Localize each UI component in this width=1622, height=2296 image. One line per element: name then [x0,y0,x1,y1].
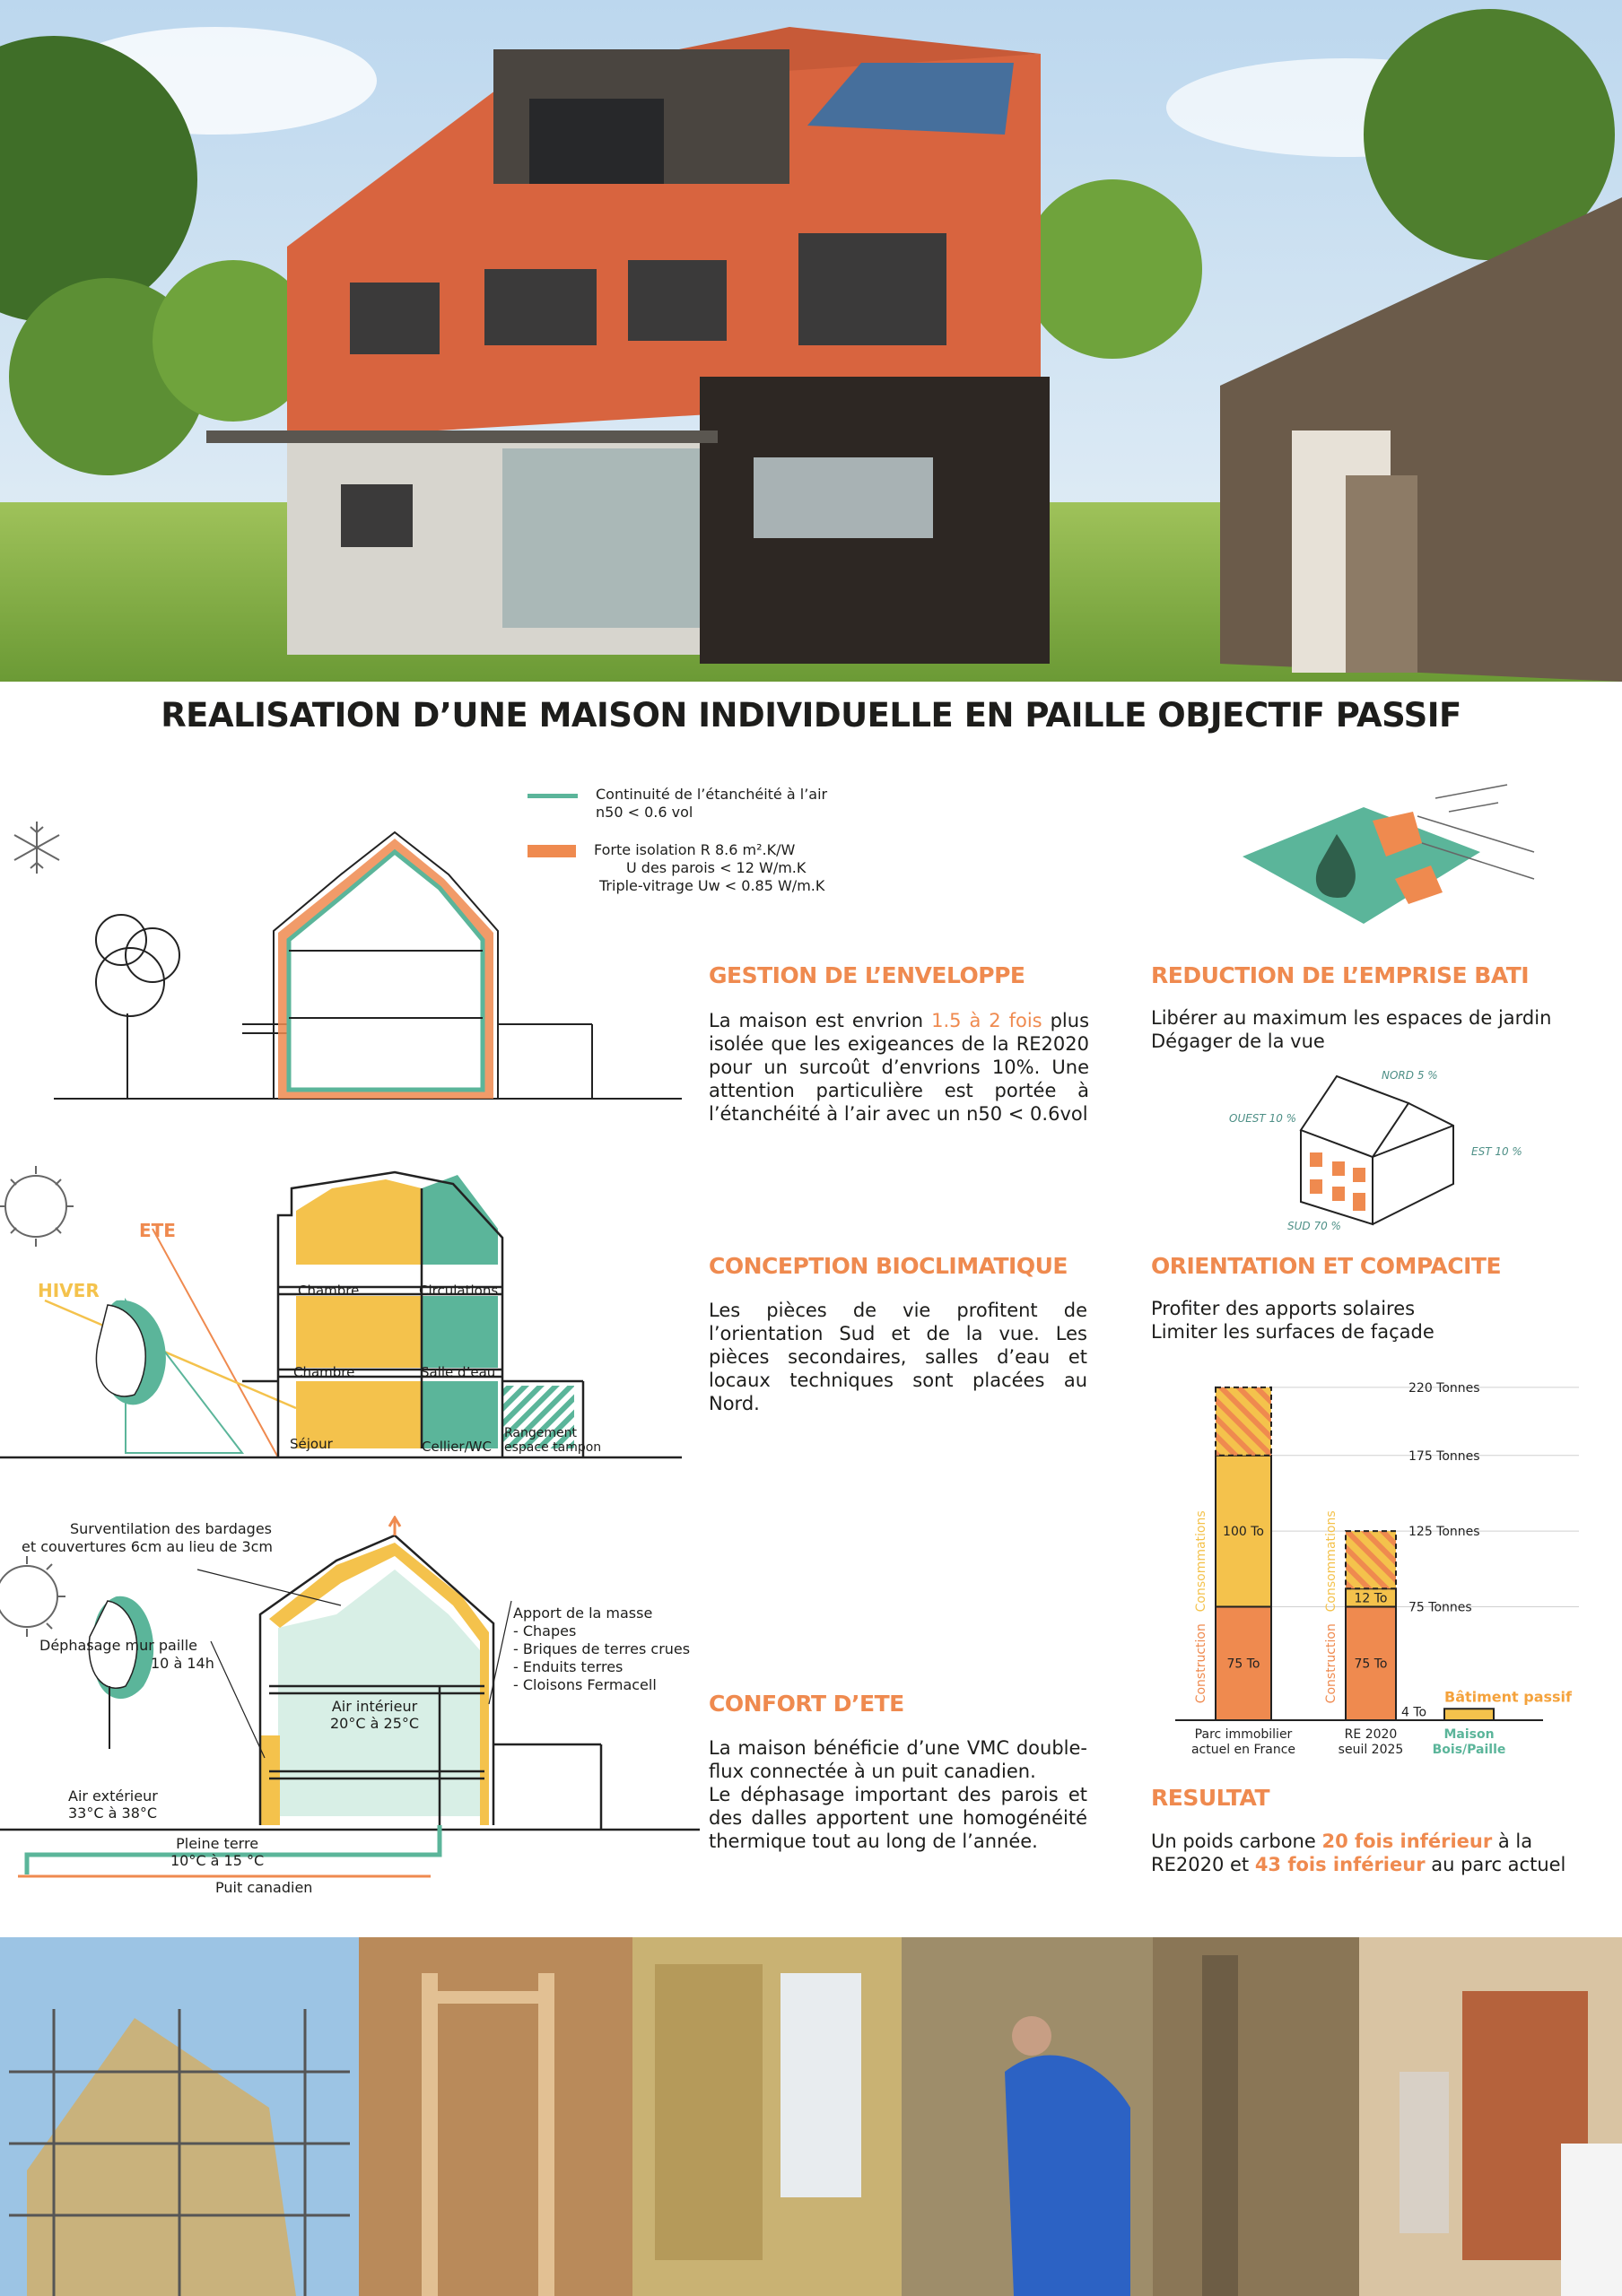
label-pleine-terre-2: 10°C à 15 °C [170,1852,265,1869]
ytick-label: 220 Tonnes [1408,1380,1480,1396]
label-masse-item4: - Cloisons Fermacell [513,1676,657,1693]
label-masse-item2: - Briques de terres crues [513,1640,691,1657]
label-masse [513,1605,690,1694]
bar-maison [1444,1709,1494,1720]
label-rangement: Rangement [504,1426,577,1440]
text-emprise-line1: Libérer au maximum les espaces de jardin [1151,1007,1552,1029]
legend-insulation-line1: Forte isolation R 8.6 m².K/W [594,841,796,858]
heading-confort: CONFORT D’ETE [709,1691,904,1717]
text-resultat-5: au parc actuel [1425,1854,1566,1875]
heading-resultat: RESULTAT [1151,1785,1269,1811]
ytick-label: 175 Tonnes [1408,1448,1480,1464]
label-hiver: HIVER [38,1280,100,1301]
text-resultat-1: Un poids carbone [1151,1831,1322,1852]
bar-hatched [1346,1531,1396,1588]
bar-label-construction: 75 To [1354,1657,1388,1672]
label-sejour: Séjour [290,1436,333,1452]
label-air-exterieur-1: Air extérieur [68,1787,158,1805]
text-resultat-3: à la RE2020 et [1151,1831,1533,1875]
label-masse-item1: - Chapes [513,1622,577,1639]
label-dephasage-2: 10 à 14h [151,1655,214,1672]
orient-ouest: OUEST 10 % [1229,1112,1297,1125]
label-chambre-1: Chambre [298,1283,360,1299]
ytick-label: 125 Tonnes [1408,1525,1480,1540]
text-enveloppe [709,1009,1089,1126]
legend-insulation-line3: Triple-vitrage Uw < 0.85 W/m.K [599,877,825,894]
label-pleine-terre-1: Pleine terre [176,1835,259,1852]
bar-label-consommations: 100 To [1223,1525,1264,1540]
bioclimatic-section-sketch [0,1161,691,1484]
heading-orientation: ORIENTATION ET COMPACITE [1151,1253,1502,1279]
orient-nord: NORD 5 % [1382,1069,1438,1082]
legend-insulation-line2: U des parois < 12 W/m.K [626,859,807,876]
label-puit-canadien: Puit canadien [215,1879,313,1896]
text-enveloppe-highlight: 1.5 à 2 fois [931,1010,1042,1031]
label-masse-item3: - Enduits terres [513,1658,624,1675]
heading-emprise: REDUCTION DE L’EMPRISE BATI [1151,962,1530,988]
label-pleine-terre [170,1835,264,1869]
text-bioclim: Les pièces de vie profitent de l’orientation Sud et de la vue. Les pièces secondaires, salles d’eau et locaux techniques sont placées au Nord. [709,1300,1087,1414]
category-label: Bois/Paille [1432,1743,1506,1757]
annotation-batiment-passif: Bâtiment passif [1444,1688,1572,1706]
text-resultat [1151,1830,1600,1876]
text-emprise [1151,1006,1582,1053]
label-air-exterieur [68,1787,158,1822]
label-ete: ETE [139,1220,176,1241]
carbon-chart [1166,1354,1588,1767]
text-orientation-line1: Profiter des apports solaires [1151,1298,1416,1319]
bar-label-consommations: 12 To [1354,1591,1388,1606]
text-confort [709,1736,1087,1853]
orient-sud: SUD 70 % [1287,1220,1341,1232]
text-resultat-43x: 43 fois inférieur [1254,1854,1426,1875]
series-label-construction: Construction [1324,1623,1339,1704]
category-label: Maison [1443,1727,1495,1742]
series-label-construction: Construction [1194,1623,1208,1704]
orient-est: EST 10 % [1471,1145,1522,1158]
text-enveloppe-part3: plus isolée que les exigeances de la RE2020 pour un surcoût d’envrions 10%. Une attention particulière est portée à l’étanchéité à l’air avec un n50 < 0.6vol [709,1010,1090,1125]
text-enveloppe-part1: La maison est envrion [709,1010,932,1031]
bar-label-construction: 75 To [1226,1657,1260,1672]
label-dephasage-1: Déphasage mur paille [39,1637,198,1654]
category-label: RE 2020 [1344,1727,1398,1742]
label-air-interieur-2: 20°C à 25°C [330,1715,420,1732]
label-air-interieur [330,1698,419,1732]
label-masse-title: Apport de la masse [513,1605,653,1622]
heading-enveloppe: GESTION DE L’ENVELOPPE [709,962,1025,988]
site-plan-sketch [1238,780,1543,933]
bar-hatched [1216,1387,1271,1456]
construction-photo-strip [0,1937,1622,2296]
text-emprise-line2: Dégager de la vue [1151,1031,1325,1052]
label-cellier: Cellier/WC [422,1439,492,1455]
text-orientation [1151,1297,1582,1344]
text-confort-1: La maison bénéficie d’une VMC double-flux connectée à un puit canadien. [709,1737,1087,1782]
page-title: REALISATION D’UNE MAISON INDIVIDUELLE EN PAILLE OBJECTIF PASSIF [161,696,1461,735]
ytick-label: 75 Tonnes [1408,1600,1472,1615]
text-confort-2: Le déphasage important des parois et des dalles apportent une homogénéité thermique tout au long de l’année. [709,1784,1087,1852]
label-air-interieur-1: Air intérieur [331,1698,418,1715]
heading-bioclim: CONCEPTION BIOCLIMATIQUE [709,1253,1068,1279]
envelope-section-sketch [54,825,682,1112]
label-salle-eau: Salle d’eau [421,1364,496,1380]
category-label: Parc immobilier [1194,1727,1293,1742]
label-surventilation-1: Surventilation des bardages [70,1520,273,1537]
hero-house-rendering [0,0,1622,682]
category-label: actuel en France [1190,1743,1296,1757]
series-label-consommations: Consommations [1324,1510,1339,1613]
legend-air-line1: Continuité de l’étanchéité à l’air [596,786,828,803]
label-chambre-2: Chambre [293,1364,355,1380]
teal-line-swatch [528,794,578,798]
label-surventilation-2: et couvertures 6cm au lieu de 3cm [22,1538,274,1555]
text-orientation-line2: Limiter les surfaces de façade [1151,1321,1435,1343]
text-resultat-20x: 20 fois inférieur [1321,1831,1493,1852]
label-tampon: espace tampon [504,1440,602,1455]
bar-label-maison: 4 To [1401,1705,1427,1720]
legend-air-line2: n50 < 0.6 vol [596,804,693,821]
category-label: seuil 2025 [1338,1743,1404,1757]
orientation-house-sketch [1283,1067,1471,1229]
series-label-consommations: Consommations [1194,1510,1208,1613]
label-air-exterieur-2: 33°C à 38°C [68,1805,158,1822]
label-circulations: Circulations [419,1283,499,1299]
